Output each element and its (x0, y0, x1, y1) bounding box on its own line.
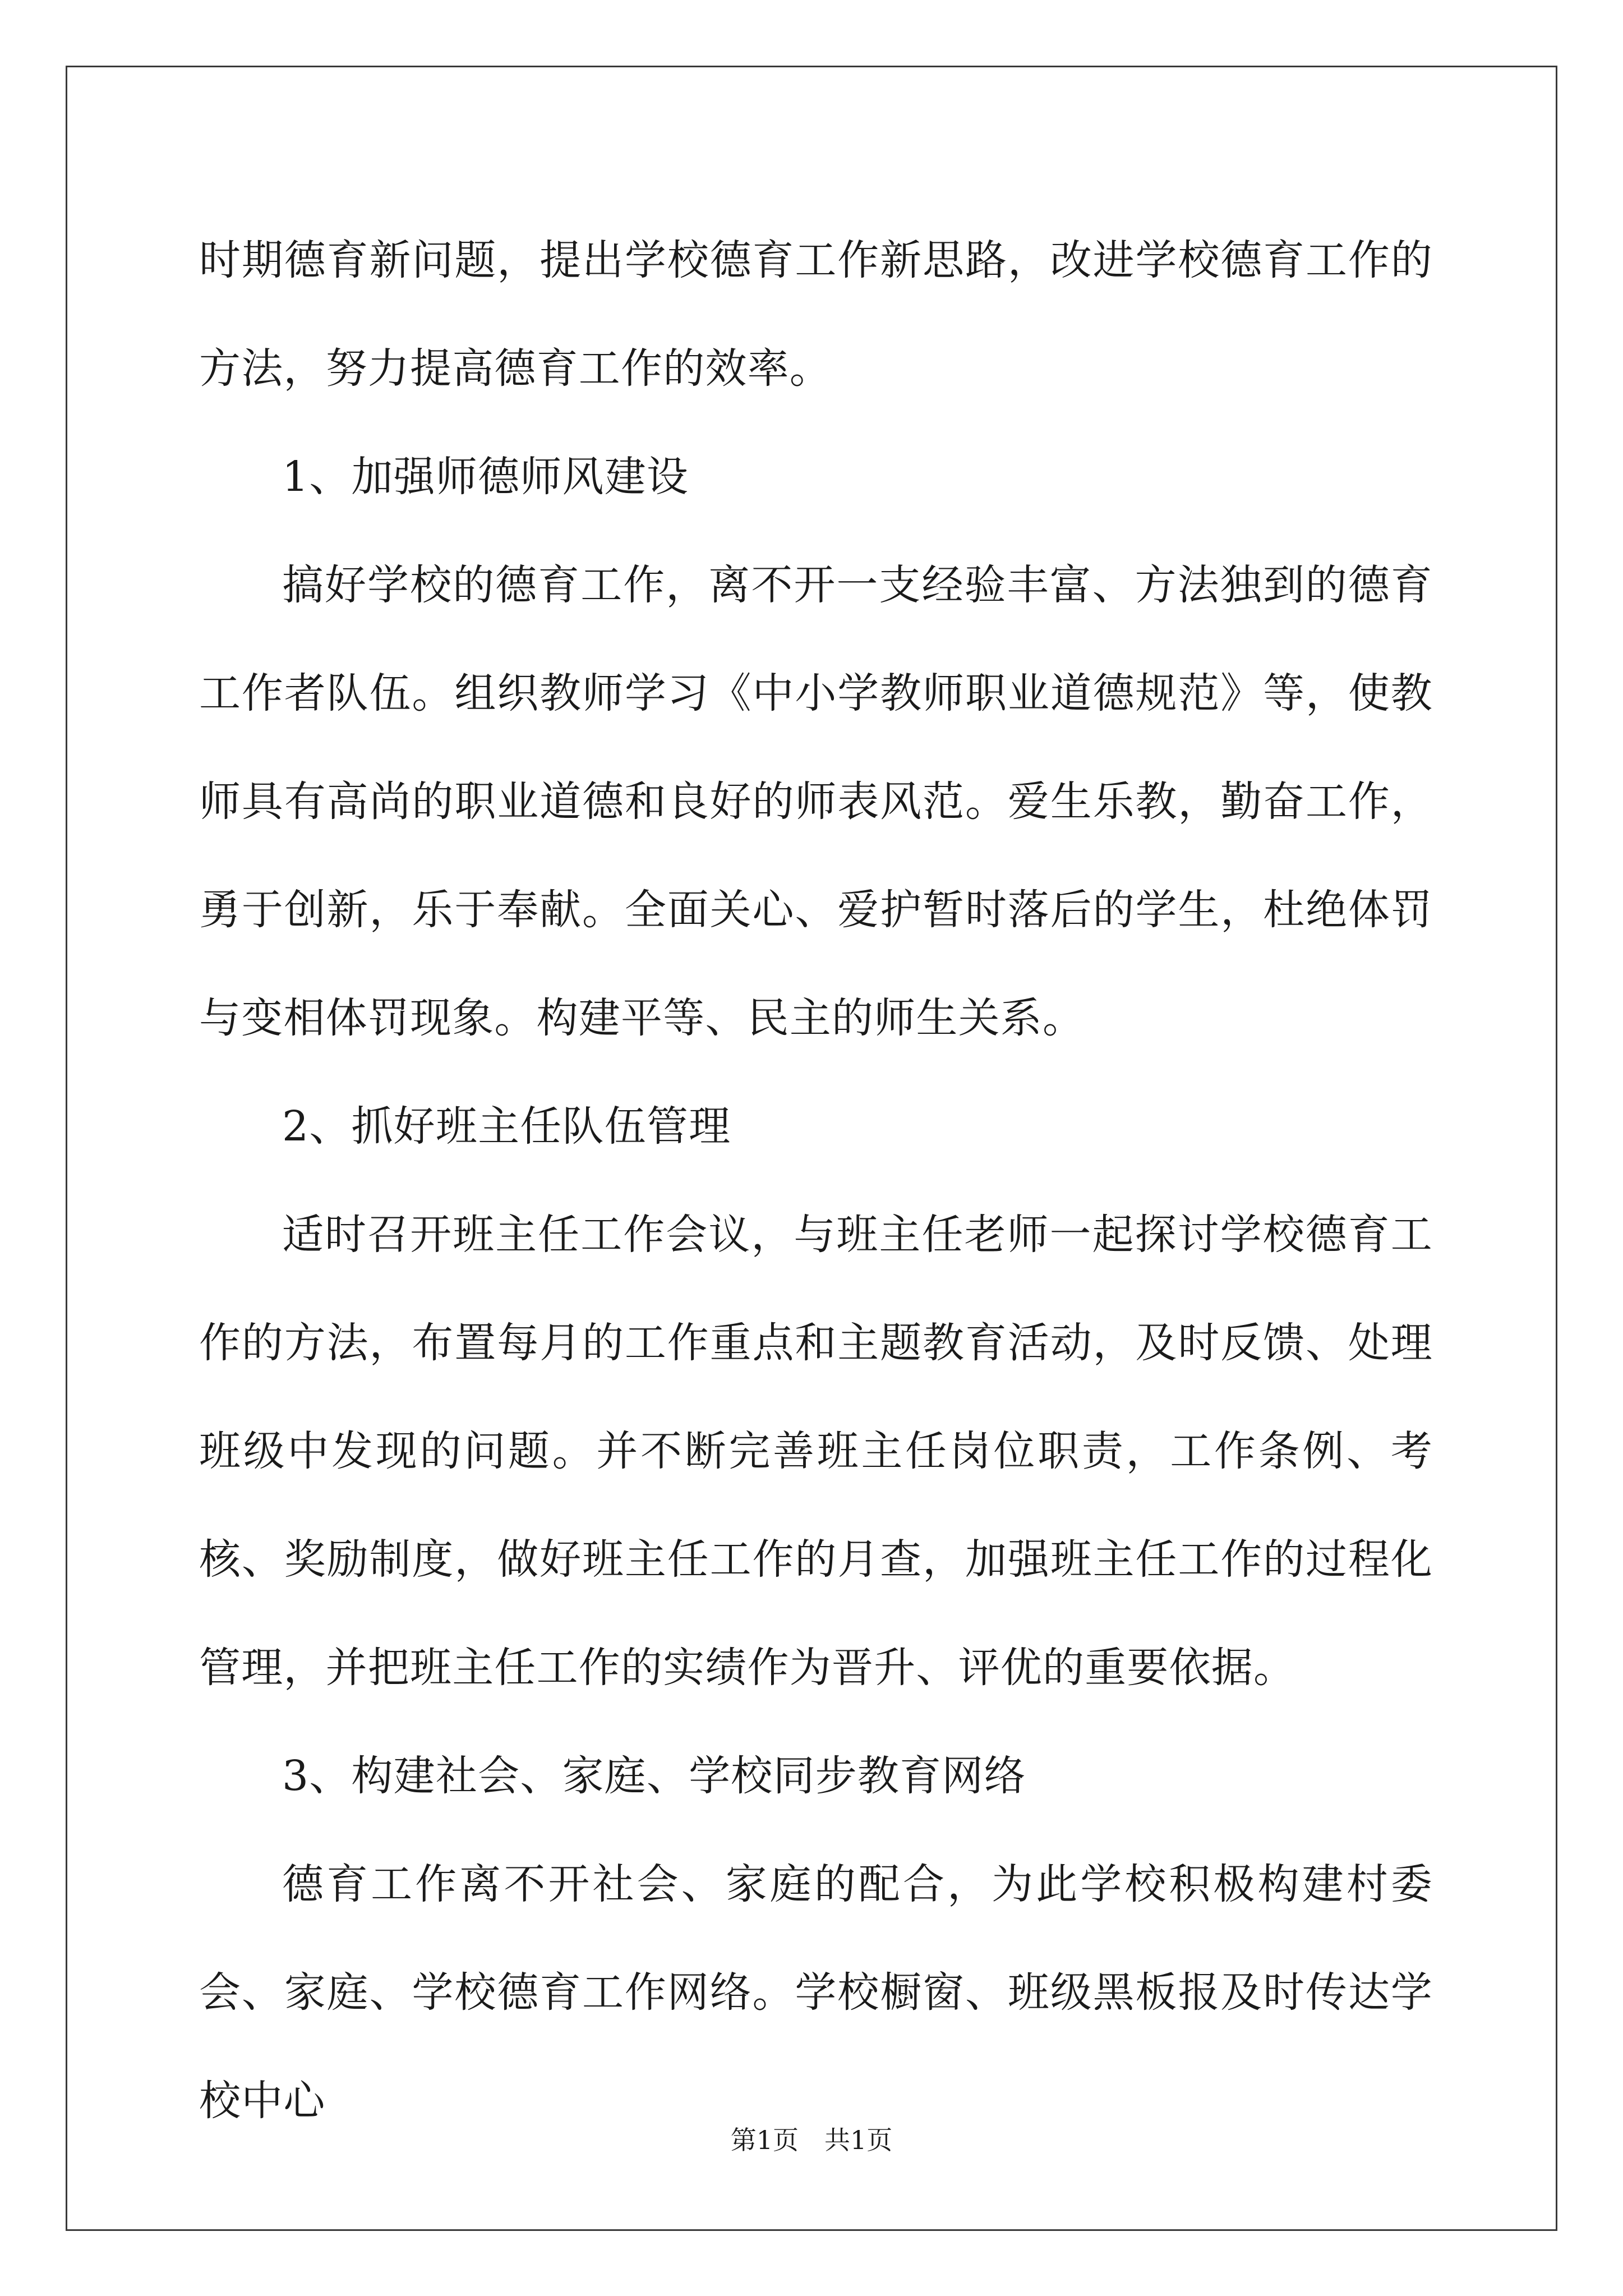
paragraph-section-1: 搞好学校的德育工作，离不开一支经验丰富、方法独到的德育工作者队伍。组织教师学习《中小学教师职业道德规范》等，使教师具有高尚的职业道德和良好的师表风范。爱生乐教，勤奋工作，勇于创新，乐于奉献。全面关心、爱护暂时落后的学生，杜绝体罚与变相体罚现象。构建平等、民主的师生关系。 (199, 561, 1433, 1042)
heading-section-3: 3、构建社会、家庭、学校同步教育网络 (282, 1752, 1026, 1800)
document-body (199, 206, 1433, 2155)
heading-section-2: 2、抓好班主任队伍管理 (282, 1102, 731, 1151)
page-total: 共1页 (824, 2125, 893, 2155)
paragraph-intro: 时期德育新问题，提出学校德育工作新思路，改进学校德育工作的方法，努力提高德育工作的效率。 (199, 236, 1433, 393)
paragraph-section-2: 适时召开班主任工作会议，与班主任老师一起探讨学校德育工作的方法，布置每月的工作重点和主题教育活动，及时反馈、处理班级中发现的问题。并不断完善班主任岗位职责，工作条例、考核、奖励制度，做好班主任工作的月查，加强班主任工作的过程化管理，并把班主任工作的实绩作为晋升、评优的重要依据。 (199, 1211, 1433, 1692)
heading-section-1: 1、加强师德师风建设 (282, 453, 689, 501)
paragraph-section-3: 德育工作离不开社会、家庭的配合，为此学校积极构建村委会、家庭、学校德育工作网络。学校橱窗、班级黑板报及时传达学校中心 (199, 1860, 1433, 2125)
page-footer (0, 2123, 1623, 2157)
page-number: 第1页 (730, 2125, 799, 2155)
